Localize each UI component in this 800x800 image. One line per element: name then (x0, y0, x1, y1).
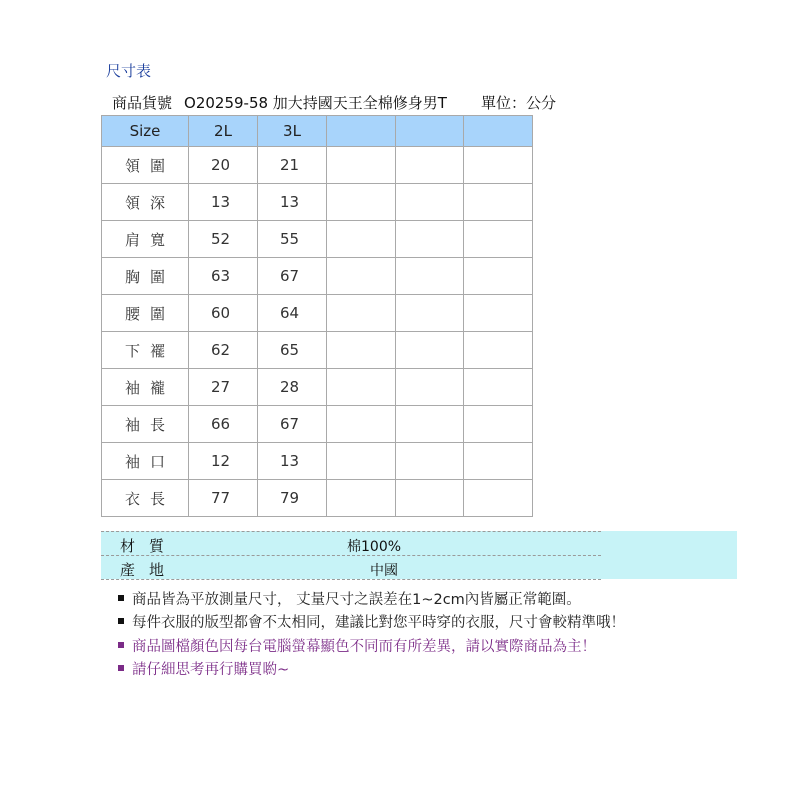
table-row (102, 184, 533, 221)
size-header-cell (327, 116, 396, 147)
measurement-value: 62 (189, 332, 258, 369)
measurement-value: 65 (258, 332, 327, 369)
note-item (118, 636, 625, 659)
measurement-value (327, 295, 396, 332)
measurement-value (327, 480, 396, 517)
measurement-label: 下襬 (102, 332, 189, 369)
bullet-square-icon (118, 665, 124, 671)
measurement-value: 67 (258, 258, 327, 295)
measurement-value: 63 (189, 258, 258, 295)
measurement-value (396, 480, 464, 517)
origin-label: 產地 (120, 561, 179, 579)
measurement-value: 52 (189, 221, 258, 258)
measurement-value (327, 443, 396, 480)
material-label: 材質 (120, 537, 179, 555)
measurement-value: 66 (189, 406, 258, 443)
measurement-value (464, 332, 533, 369)
note-item (118, 589, 625, 612)
note-item (118, 659, 625, 682)
measurement-value (327, 258, 396, 295)
measurement-value: 79 (258, 480, 327, 517)
measurement-value: 27 (189, 369, 258, 406)
measurement-value (327, 147, 396, 184)
measurement-value (464, 147, 533, 184)
table-row (102, 258, 533, 295)
notes-list (118, 589, 625, 682)
measurement-value: 55 (258, 221, 327, 258)
table-row (102, 147, 533, 184)
measurement-value: 67 (258, 406, 327, 443)
measurement-label: 肩寬 (102, 221, 189, 258)
note-item (118, 612, 625, 635)
product-code-label: 商品貨號 (112, 94, 173, 112)
measurement-label: 領深 (102, 184, 189, 221)
measurement-value (396, 221, 464, 258)
table-row (102, 480, 533, 517)
table-row (102, 332, 533, 369)
measurement-value (464, 480, 533, 517)
measurement-value: 60 (189, 295, 258, 332)
measurement-value: 20 (189, 147, 258, 184)
page-title: 尺寸表 (106, 62, 152, 80)
measurement-value (396, 295, 464, 332)
measurement-value (327, 406, 396, 443)
note-text: 商品皆為平放測量尺寸， 丈量尺寸之誤差在1~2cm內皆屬正常範圍。 (132, 592, 581, 608)
measurement-value (464, 406, 533, 443)
bullet-square-icon (118, 618, 124, 624)
measurement-value (396, 406, 464, 443)
size-header-cell (396, 116, 464, 147)
divider (101, 531, 601, 532)
measurement-label: 腰圍 (102, 295, 189, 332)
origin-row (120, 559, 178, 580)
origin-value: 中國 (370, 563, 398, 579)
material-row (120, 535, 178, 556)
measurement-value (327, 184, 396, 221)
measurement-value: 12 (189, 443, 258, 480)
table-row (102, 406, 533, 443)
measurement-value: 77 (189, 480, 258, 517)
size-header-label: Size (102, 116, 189, 147)
measurement-label: 袖襱 (102, 369, 189, 406)
measurement-label: 袖口 (102, 443, 189, 480)
measurement-value (464, 369, 533, 406)
table-row (102, 295, 533, 332)
measurement-value (396, 332, 464, 369)
measurement-label: 衣長 (102, 480, 189, 517)
size-header-row (102, 116, 533, 147)
measurement-label: 胸圍 (102, 258, 189, 295)
measurement-value: 64 (258, 295, 327, 332)
measurement-value (464, 443, 533, 480)
measurement-value: 13 (258, 443, 327, 480)
unit-label: 單位：公分 (480, 94, 556, 112)
measurement-value (464, 295, 533, 332)
measurement-value: 13 (189, 184, 258, 221)
table-row (102, 221, 533, 258)
product-info (112, 92, 556, 113)
measurement-value (396, 184, 464, 221)
measurement-value: 21 (258, 147, 327, 184)
measurement-value: 13 (258, 184, 327, 221)
bullet-square-icon (118, 642, 124, 648)
measurement-value (396, 443, 464, 480)
size-header-cell (464, 116, 533, 147)
measurement-value (464, 221, 533, 258)
note-text: 每件衣服的版型都會不太相同，建議比對您平時穿的衣服，尺寸會較精準哦！ (132, 615, 625, 632)
measurement-label: 領圍 (102, 147, 189, 184)
table-row (102, 443, 533, 480)
table-row (102, 369, 533, 406)
measurement-value (327, 332, 396, 369)
product-code: O20259-58 加大持國天王全棉修身男T (184, 94, 447, 112)
measurement-value (464, 184, 533, 221)
size-table (101, 115, 533, 517)
measurement-value (464, 258, 533, 295)
note-text: 商品圖檔顏色因每台電腦螢幕顯色不同而有所差異，請以實際商品為主！ (132, 638, 596, 655)
measurement-value: 28 (258, 369, 327, 406)
size-header-cell: 2L (189, 116, 258, 147)
measurement-value (327, 369, 396, 406)
material-value: 棉100% (347, 539, 402, 555)
bullet-square-icon (118, 595, 124, 601)
note-text: 請仔細思考再行購買喲~ (132, 661, 290, 678)
measurement-value (396, 369, 464, 406)
measurement-label: 袖長 (102, 406, 189, 443)
measurement-value (327, 221, 396, 258)
measurement-value (396, 147, 464, 184)
size-header-cell: 3L (258, 116, 327, 147)
measurement-value (396, 258, 464, 295)
